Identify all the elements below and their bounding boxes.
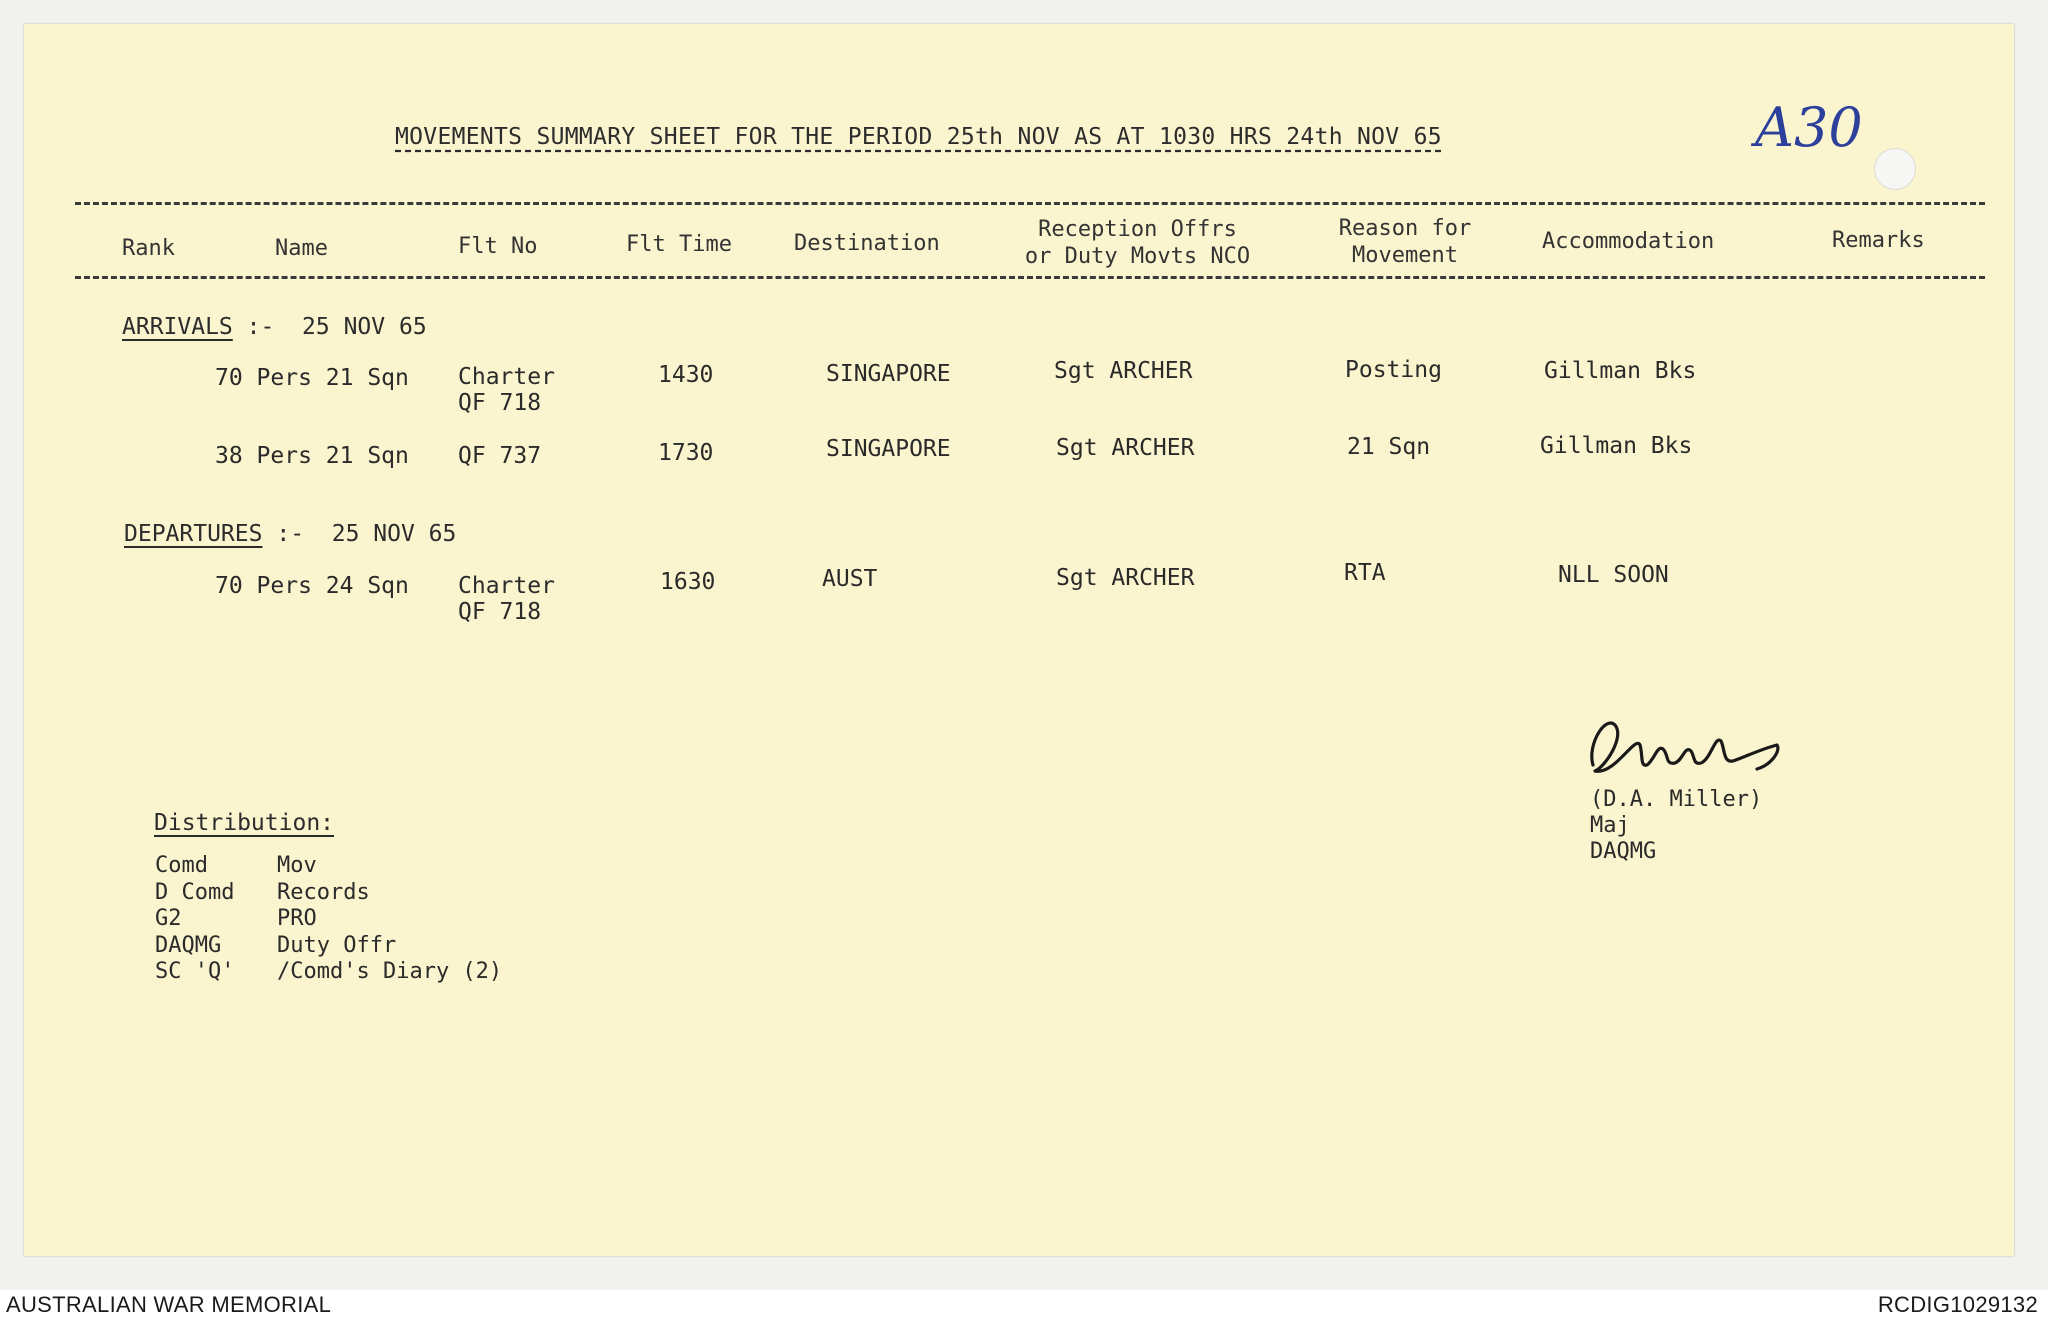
header-reason-line1: Reason for [1338, 216, 1472, 241]
arrival-2-name: 38 Pers 21 Sqn [215, 443, 409, 469]
departure-1-flt-no [458, 573, 555, 625]
distribution-list [155, 853, 502, 986]
header-name: Name [275, 236, 328, 261]
departure-1-destination: AUST [822, 566, 878, 592]
punch-hole [1874, 148, 1916, 190]
header-rule-top [75, 202, 1985, 205]
signatory-rank: Maj [1590, 813, 1630, 838]
arrival-1-reception: Sgt ARCHER [1054, 358, 1193, 384]
distribution-left-2: D Comd [155, 879, 235, 905]
arrival-2-destination: SINGAPORE [826, 436, 951, 462]
arrival-1-name: 70 Pers 21 Sqn [215, 365, 409, 391]
arrival-1-flt-no [458, 364, 555, 416]
header-remarks: Remarks [1832, 228, 1925, 253]
departure-1-flt-no-line1: Charter [458, 573, 555, 599]
departures-heading [124, 521, 456, 547]
arrival-2-reception: Sgt ARCHER [1056, 435, 1195, 461]
arrival-1-reason: Posting [1345, 357, 1442, 383]
departure-1-flt-no-line2: QF 718 [458, 599, 542, 625]
header-accommodation: Accommodation [1542, 229, 1715, 254]
document-sheet [24, 24, 2014, 1256]
footer-record-id: RCDIG1029132 [1877, 1292, 2038, 1317]
arrivals-date: 25 NOV 65 [302, 314, 427, 340]
arrival-2-reason: 21 Sqn [1347, 434, 1431, 460]
distribution-right-1: Mov [277, 853, 317, 878]
signatory-appointment: DAQMG [1590, 839, 1657, 864]
document-title: MOVEMENTS SUMMARY SHEET FOR THE PERIOD 25th NOV AS AT 1030 HRS 24th NOV 65 [395, 124, 1442, 150]
header-flt-time: Flt Time [626, 232, 732, 257]
arrival-2-flt-time: 1730 [658, 440, 714, 466]
departure-1-name: 70 Pers 24 Sqn [215, 573, 409, 599]
departure-1-flt-time: 1630 [660, 569, 716, 595]
departure-1-accommodation: NLL SOON [1558, 562, 1669, 588]
handwritten-reference: A30 [1755, 96, 1863, 159]
arrival-2-flt-no [458, 443, 541, 469]
arrival-1-accommodation: Gillman Bks [1544, 358, 1697, 384]
arrivals-separator: :- [246, 314, 275, 340]
arrival-2-accommodation: Gillman Bks [1540, 433, 1693, 459]
distribution-right-2: Records [277, 879, 370, 905]
departures-date: 25 NOV 65 [331, 521, 457, 547]
distribution-left-4: DAQMG [155, 932, 222, 958]
arrival-1-flt-no-line2: QF 718 [458, 390, 542, 416]
distribution-left-5: SC 'Q' [155, 959, 235, 984]
distribution-right-4: Duty Offr [277, 932, 397, 958]
distribution-left-1: Comd [155, 853, 208, 878]
header-reason-line2: Movement [1352, 243, 1458, 268]
header-destination: Destination [794, 231, 940, 256]
departure-1-reason: RTA [1344, 560, 1386, 586]
header-reason [1320, 215, 1490, 269]
header-reception [1005, 216, 1270, 270]
header-reception-line2: or Duty Movts NCO [1024, 244, 1251, 269]
departures-label: DEPARTURES [124, 521, 263, 547]
arrival-1-destination: SINGAPORE [826, 361, 951, 387]
departures-separator: :- [276, 521, 305, 547]
arrival-1-flt-time: 1430 [658, 362, 714, 388]
arrivals-label: ARRIVALS [122, 314, 233, 340]
arrival-1-flt-no-line1: Charter [458, 364, 555, 390]
departure-1-reception: Sgt ARCHER [1056, 565, 1195, 591]
distribution-right-3: PRO [277, 906, 317, 931]
distribution-title: Distribution: [154, 810, 335, 836]
header-reception-line1: Reception Offrs [1038, 217, 1237, 242]
header-flt-no: Flt No [458, 234, 538, 259]
signature-scribble [1585, 705, 1795, 795]
header-rank: Rank [122, 236, 175, 261]
header-rule-bottom [75, 276, 1985, 279]
arrivals-heading [122, 314, 427, 340]
distribution-right-5: /Comd's Diary (2) [277, 959, 503, 984]
arrival-2-flt-no-line1: QF 737 [458, 443, 542, 469]
footer-institution: AUSTRALIAN WAR MEMORIAL [6, 1292, 332, 1317]
distribution-left-3: G2 [155, 906, 182, 931]
signatory-name: (D.A. Miller) [1590, 787, 1763, 812]
signature-block [1590, 787, 1762, 865]
